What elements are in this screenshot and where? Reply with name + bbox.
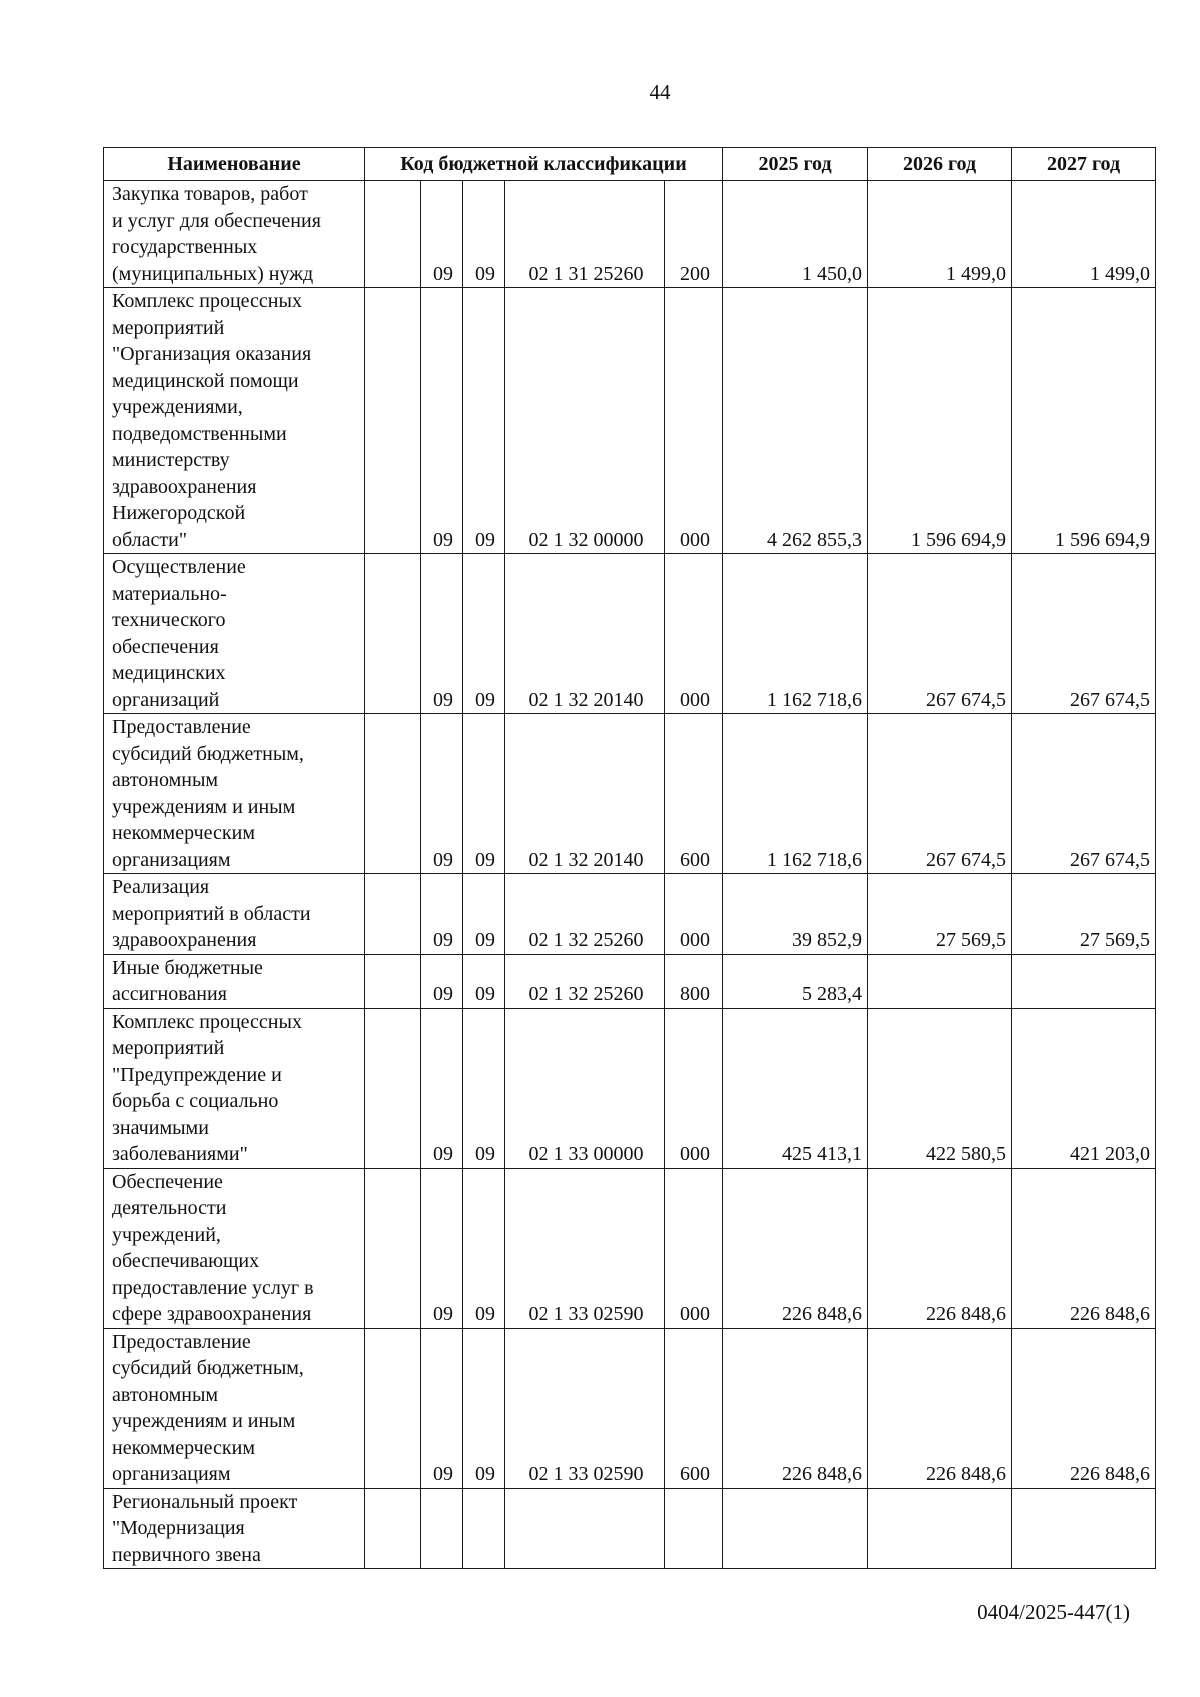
document-code: 0404/2025-447(1) <box>977 1600 1130 1624</box>
amount-2025: 1 162 718,6 <box>723 554 868 714</box>
code-target-article: 02 1 33 00000 <box>505 1008 665 1168</box>
code-expense-type: 600 <box>665 1328 723 1488</box>
row-name-line: министерству <box>112 449 230 471</box>
code-subsection: 09 <box>463 954 505 1008</box>
row-name-line: Комплекс процессных <box>112 290 302 312</box>
row-name <box>104 954 365 1008</box>
table-row <box>104 1168 1156 1328</box>
code-part-1 <box>365 954 421 1008</box>
row-name <box>104 1008 365 1168</box>
row-name-line: "Предупреждение и <box>112 1063 282 1086</box>
amount-2027 <box>1012 1488 1156 1569</box>
row-name <box>104 181 365 288</box>
row-name-line: медицинских <box>112 662 226 684</box>
row-name-line: Региональный проект <box>112 1490 298 1513</box>
code-part-1 <box>365 1008 421 1168</box>
row-name-line: ассигнования <box>112 983 227 1005</box>
row-name-line: организациям <box>112 848 231 871</box>
row-name <box>104 1168 365 1328</box>
row-name-line: здравоохранения <box>112 929 257 951</box>
row-name-line: автономным <box>112 769 219 791</box>
row-name-line: мероприятий <box>112 316 225 339</box>
row-name-line: Предоставление <box>112 716 251 738</box>
row-name-line: Обеспечение <box>112 1170 223 1193</box>
table-row <box>104 288 1156 554</box>
row-name <box>104 1488 365 1569</box>
budget-table <box>103 147 1156 1569</box>
row-name-line: учреждений, <box>112 1223 221 1246</box>
code-section: 09 <box>421 288 463 554</box>
row-name-line: борьба с социально <box>112 1090 279 1112</box>
amount-2027: 27 569,5 <box>1012 874 1156 955</box>
table-row <box>104 1488 1156 1569</box>
amount-2027: 267 674,5 <box>1012 554 1156 714</box>
code-part-1 <box>365 1488 421 1569</box>
amount-2025: 226 848,6 <box>723 1168 868 1328</box>
row-name-line: субсидий бюджетным, <box>112 1357 304 1379</box>
code-subsection: 09 <box>463 288 505 554</box>
amount-2027: 421 203,0 <box>1012 1008 1156 1168</box>
code-expense-type: 000 <box>665 1168 723 1328</box>
row-name-line: автономным <box>112 1383 219 1406</box>
row-name-line: мероприятий в области <box>112 902 311 925</box>
amount-2025: 425 413,1 <box>723 1008 868 1168</box>
row-name <box>104 288 365 554</box>
row-name <box>104 1328 365 1488</box>
code-part-1 <box>365 1168 421 1328</box>
amount-2026 <box>868 954 1012 1008</box>
row-name-line: Нижегородской <box>112 502 246 524</box>
code-subsection: 09 <box>463 714 505 874</box>
row-name-line: "Модернизация <box>112 1517 245 1539</box>
row-name-line: организаций <box>112 688 220 711</box>
table-row <box>104 1008 1156 1168</box>
row-name-line: обеспечивающих <box>112 1250 260 1272</box>
code-part-1 <box>365 714 421 874</box>
amount-2027 <box>1012 954 1156 1008</box>
amount-2026: 267 674,5 <box>868 714 1012 874</box>
code-section: 09 <box>421 1168 463 1328</box>
amount-2025 <box>723 1488 868 1569</box>
row-name-line: Иные бюджетные <box>112 956 263 979</box>
code-part-1 <box>365 554 421 714</box>
row-name-line: предоставление услуг в <box>112 1276 314 1299</box>
amount-2025: 226 848,6 <box>723 1328 868 1488</box>
amount-2027: 226 848,6 <box>1012 1168 1156 1328</box>
amount-2025: 1 450,0 <box>723 181 868 288</box>
header-name: Наименование <box>104 148 365 181</box>
row-name-line: Реализация <box>112 876 210 898</box>
code-section: 09 <box>421 954 463 1008</box>
code-target-article: 02 1 32 25260 <box>505 954 665 1008</box>
header-row <box>104 148 1156 181</box>
code-expense-type: 000 <box>665 288 723 554</box>
row-name-line: первичного звена <box>112 1543 261 1566</box>
header-code: Код бюджетной классификации <box>365 148 723 181</box>
code-section: 09 <box>421 554 463 714</box>
row-name-line: учреждениями, <box>112 396 243 418</box>
amount-2026: 27 569,5 <box>868 874 1012 955</box>
amount-2026: 226 848,6 <box>868 1168 1012 1328</box>
amount-2025: 5 283,4 <box>723 954 868 1008</box>
row-name-line: обеспечения <box>112 635 219 658</box>
code-section: 09 <box>421 1008 463 1168</box>
amount-2025: 1 162 718,6 <box>723 714 868 874</box>
amount-2027: 1 596 694,9 <box>1012 288 1156 554</box>
table-row <box>104 954 1156 1008</box>
code-section: 09 <box>421 1328 463 1488</box>
code-subsection: 09 <box>463 1328 505 1488</box>
amount-2026: 226 848,6 <box>868 1328 1012 1488</box>
code-subsection: 09 <box>463 1008 505 1168</box>
code-part-1 <box>365 1328 421 1488</box>
code-target-article: 02 1 32 20140 <box>505 554 665 714</box>
amount-2026: 1 596 694,9 <box>868 288 1012 554</box>
code-target-article: 02 1 33 02590 <box>505 1328 665 1488</box>
header-2025: 2025 год <box>723 148 868 181</box>
row-name-line: и услуг для обеспечения <box>112 209 321 232</box>
row-name-line: значимыми <box>112 1116 209 1139</box>
amount-2025: 4 262 855,3 <box>723 288 868 554</box>
table-row <box>104 874 1156 955</box>
table-body <box>104 181 1156 1569</box>
row-name-line: сфере здравоохранения <box>112 1303 312 1325</box>
amount-2026 <box>868 1488 1012 1569</box>
row-name-line: учреждениям и иным <box>112 795 296 818</box>
code-section: 09 <box>421 714 463 874</box>
row-name-line: некоммерческим <box>112 822 255 844</box>
row-name-line: организациям <box>112 1463 231 1485</box>
code-part-1 <box>365 181 421 288</box>
row-name-line: Осуществление <box>112 556 246 578</box>
row-name-line: деятельности <box>112 1197 227 1219</box>
table-row <box>104 181 1156 288</box>
code-expense-type <box>665 1488 723 1569</box>
code-part-1 <box>365 874 421 955</box>
page-number: 44 <box>649 80 671 104</box>
code-expense-type: 600 <box>665 714 723 874</box>
row-name <box>104 554 365 714</box>
code-target-article: 02 1 33 02590 <box>505 1168 665 1328</box>
amount-2026: 267 674,5 <box>868 554 1012 714</box>
row-name-line: (муниципальных) нужд <box>112 262 314 285</box>
row-name-line: Комплекс процессных <box>112 1010 302 1033</box>
code-target-article: 02 1 32 00000 <box>505 288 665 554</box>
header-2027: 2027 год <box>1012 148 1156 181</box>
row-name-line: государственных <box>112 236 258 258</box>
code-expense-type: 200 <box>665 181 723 288</box>
code-target-article: 02 1 31 25260 <box>505 181 665 288</box>
row-name-line: медицинской помощи <box>112 369 299 392</box>
row-name-line: некоммерческим <box>112 1436 255 1459</box>
code-target-article <box>505 1488 665 1569</box>
row-name-line: Закупка товаров, работ <box>112 183 308 205</box>
code-subsection: 09 <box>463 554 505 714</box>
row-name-line: "Организация оказания <box>112 343 312 365</box>
row-name-line: субсидий бюджетным, <box>112 742 304 765</box>
amount-2026: 422 580,5 <box>868 1008 1012 1168</box>
row-name <box>104 714 365 874</box>
row-name <box>104 874 365 955</box>
amount-2027: 1 499,0 <box>1012 181 1156 288</box>
code-expense-type: 000 <box>665 554 723 714</box>
table-row <box>104 714 1156 874</box>
amount-2026: 1 499,0 <box>868 181 1012 288</box>
code-section: 09 <box>421 874 463 955</box>
amount-2025: 39 852,9 <box>723 874 868 955</box>
table-row <box>104 1328 1156 1488</box>
code-section: 09 <box>421 181 463 288</box>
row-name-line: заболеваниями" <box>112 1143 248 1165</box>
row-name-line: технического <box>112 609 226 631</box>
table-row <box>104 554 1156 714</box>
header-2026: 2026 год <box>868 148 1012 181</box>
code-target-article: 02 1 32 25260 <box>505 874 665 955</box>
row-name-line: Предоставление <box>112 1330 251 1353</box>
code-subsection: 09 <box>463 181 505 288</box>
row-name-line: учреждениям и иным <box>112 1410 296 1432</box>
code-subsection: 09 <box>463 874 505 955</box>
code-expense-type: 800 <box>665 954 723 1008</box>
code-part-1 <box>365 288 421 554</box>
row-name-line: подведомственными <box>112 422 287 445</box>
row-name-line: здравоохранения <box>112 475 257 498</box>
code-expense-type: 000 <box>665 874 723 955</box>
amount-2027: 267 674,5 <box>1012 714 1156 874</box>
code-section <box>421 1488 463 1569</box>
row-name-line: мероприятий <box>112 1037 225 1059</box>
amount-2027: 226 848,6 <box>1012 1328 1156 1488</box>
code-target-article: 02 1 32 20140 <box>505 714 665 874</box>
row-name-line: области" <box>112 528 188 551</box>
code-subsection <box>463 1488 505 1569</box>
code-expense-type: 000 <box>665 1008 723 1168</box>
code-subsection: 09 <box>463 1168 505 1328</box>
row-name-line: материально- <box>112 582 227 605</box>
